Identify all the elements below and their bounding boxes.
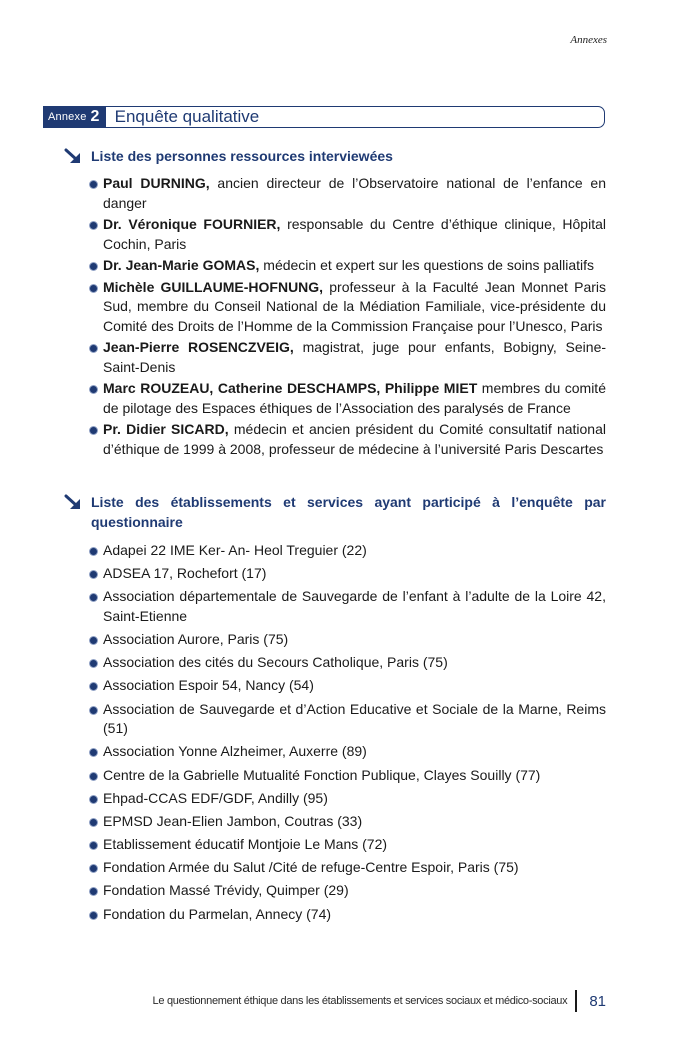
- person-description: professeur à la Faculté Jean Monnet Paris Sud, membre du Conseil National de la Médiation Familiale, vice-présidente du Comité des Droits de l’Homme de la Commission Française pour l’Unesco, Paris: [103, 278, 607, 334]
- bullet-icon: [90, 749, 97, 756]
- establishment-name: Fondation Armée du Salut /Cité de refuge-Centre Espoir, Paris (75): [103, 859, 519, 876]
- bullet-icon: [90, 263, 97, 270]
- list-item: [89, 541, 606, 561]
- person-name: Dr. Jean-Marie GOMAS,: [103, 257, 260, 273]
- establishment-name: Association de Sauvegarde et d’Action Educative et Sociale de la Marne, Reims (51): [103, 700, 606, 737]
- establishment-name: Association départementale de Sauvegarde de l’enfant à l’adulte de la Loire 42, Saint-Etienne: [103, 588, 606, 624]
- person-description: médecin et ancien président du Comité consultatif national d’éthique de 1999 à 2008, professeur de médecine à l’université Paris Descartes: [103, 421, 606, 457]
- bullet-icon: [90, 888, 97, 895]
- list-item: [89, 700, 606, 739]
- establishment-name: Association Aurore, Paris (75): [103, 631, 289, 648]
- list-item: [89, 338, 606, 377]
- bullet-icon: [90, 594, 97, 601]
- list-item: [89, 174, 606, 213]
- person-name: Marc ROUZEAU, Catherine DESCHAMPS, Philippe MIET: [103, 380, 478, 396]
- person-description: médecin et expert sur les questions de soins palliatifs: [259, 257, 595, 273]
- footer-divider: [575, 990, 577, 1012]
- bullet-icon: [90, 345, 97, 352]
- establishment-name: Etablissement éducatif Montjoie Le Mans (72): [103, 836, 388, 853]
- bullet-icon: [90, 707, 97, 714]
- section-heading-people: [64, 146, 606, 166]
- list-item: [89, 587, 606, 626]
- person-name: Pr. Didier SICARD,: [103, 421, 229, 437]
- establishment-name: Fondation du Parmelan, Annecy (74): [103, 905, 332, 922]
- section-heading-establishments: [64, 492, 606, 532]
- arrow-down-right-icon: [64, 148, 82, 164]
- establishment-name: EPMSD Jean-Elien Jambon, Coutras (33): [103, 812, 363, 829]
- bullet-icon: [90, 683, 97, 690]
- footer-text: Le questionnement éthique dans les établissements et services sociaux et médico-sociaux: [152, 995, 568, 1007]
- establishment-name: Association des cités du Secours Catholique, Paris (75): [103, 654, 448, 671]
- bullet-icon: [90, 660, 97, 667]
- list-item: [89, 881, 606, 901]
- establishment-name: Adapei 22 IME Ker- An- Heol Treguier (22): [103, 542, 367, 558]
- person-name: Dr. Véronique FOURNIER,: [103, 216, 281, 232]
- bullet-icon: [90, 842, 97, 849]
- bullet-icon: [90, 773, 97, 780]
- list-item: [89, 789, 606, 809]
- establishment-name: Association Espoir 54, Nancy (54): [103, 677, 314, 694]
- list-item: [89, 858, 606, 878]
- establishment-name: ADSEA 17, Rochefort (17): [103, 565, 267, 582]
- bullet-icon: [90, 571, 97, 578]
- bullet-icon: [90, 181, 97, 188]
- list-item: [89, 812, 606, 832]
- list-item: [89, 564, 606, 584]
- person-description: membres du comité de pilotage des Espaces éthiques de l’Association des paralysés de France: [103, 380, 606, 416]
- annexe-tag: [44, 107, 106, 127]
- bullet-icon: [90, 427, 97, 434]
- bullet-icon: [90, 819, 97, 826]
- annexe-title: Enquête qualitative: [114, 107, 260, 126]
- list-item: [89, 630, 606, 650]
- bullet-icon: [90, 865, 97, 872]
- bullet-icon: [90, 285, 97, 292]
- page-number: 81: [589, 992, 606, 1010]
- arrow-down-right-icon: [64, 494, 82, 510]
- person-name: Paul DURNING,: [103, 175, 210, 191]
- list-item: [89, 742, 606, 762]
- establishment-name: Ehpad-CCAS EDF/GDF, Andilly (95): [103, 789, 328, 806]
- person-description: magistrat, juge pour enfants, Bobigny, Seine-Saint-Denis: [103, 339, 607, 375]
- list-item: [89, 278, 606, 337]
- list-item: [89, 676, 606, 696]
- establishments-list: [89, 541, 606, 928]
- list-item: [89, 766, 606, 786]
- list-item: [89, 420, 606, 459]
- annexe-number: 2: [90, 108, 100, 125]
- section-heading-text: Liste des établissements et services ayant participé à l’enquête par questionnaire: [91, 494, 606, 530]
- list-item: [89, 215, 606, 254]
- running-head: Annexes: [570, 34, 607, 46]
- person-description: ancien directeur de l’Observatoire national de l’enfance en danger: [103, 175, 606, 211]
- list-item: [89, 835, 606, 855]
- bullet-icon: [90, 222, 97, 229]
- establishment-name: Centre de la Gabrielle Mutualité Fonction Publique, Clayes Souilly (77): [103, 766, 541, 783]
- bullet-icon: [90, 386, 97, 393]
- person-name: Michèle GUILLAUME-HOFNUNG,: [103, 278, 324, 295]
- annexe-label: Annexe: [48, 111, 87, 123]
- person-description: responsable du Centre d’éthique clinique, Hôpital Cochin, Paris: [103, 216, 606, 252]
- bullet-icon: [90, 912, 97, 919]
- annexe-title-bar: [43, 106, 605, 128]
- bullet-icon: [90, 637, 97, 644]
- people-list: [89, 174, 606, 461]
- establishment-name: Fondation Massé Trévidy, Quimper (29): [103, 882, 349, 899]
- section-heading-text: Liste des personnes ressources interviewées: [91, 148, 393, 164]
- bullet-icon: [90, 548, 97, 555]
- list-item: [89, 379, 606, 418]
- person-name: Jean-Pierre ROSENCZVEIG,: [103, 339, 294, 355]
- bullet-icon: [90, 796, 97, 803]
- list-item: [89, 653, 606, 673]
- list-item: [89, 905, 606, 925]
- establishment-name: Association Yonne Alzheimer, Auxerre (89): [103, 743, 367, 760]
- list-item: [89, 256, 606, 276]
- page-footer: [153, 990, 606, 1012]
